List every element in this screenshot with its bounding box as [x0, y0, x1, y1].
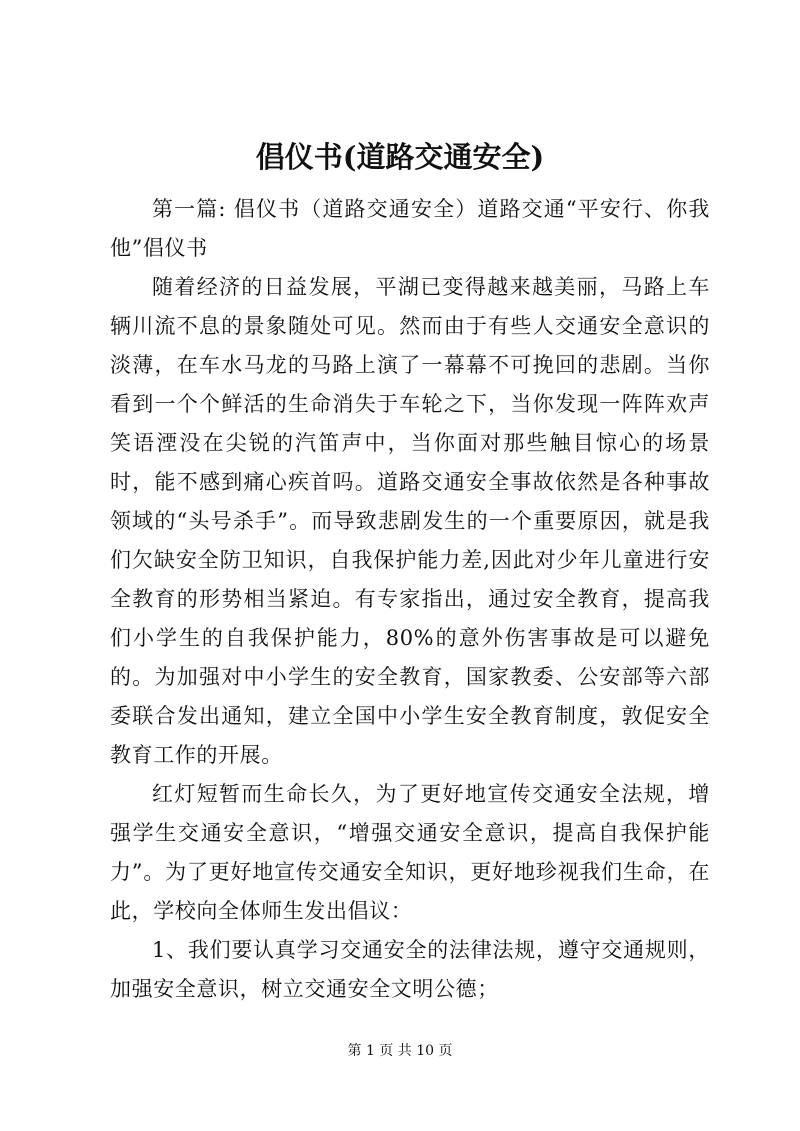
paragraph-initiative: 红灯短暂而生命长久，为了更好地宣传交通安全法规，增强学生交通安全意识，“增强交通安全意识，提高自我保护能力”。为了更好地宣传交通安全知识，更好地珍视我们生命，在此，学校向全体师生发出倡议：	[110, 782, 710, 923]
document-title: 倡仪书(道路交通安全)	[255, 140, 545, 174]
document-body	[110, 190, 710, 1009]
page-footer: 第 1 页 共 10 页	[347, 1043, 453, 1059]
paragraph-item-1: 1、我们要认真学习交通安全的法律法规，遵守交通规则，加强安全意识，树立交通安全文明公德；	[110, 938, 710, 1001]
paragraph-heading-line: 第一篇: 倡仪书（道路交通安全）道路交通“平安行、你我他”倡仪书	[110, 197, 710, 260]
paragraph-background: 随着经济的日益发展，平湖已变得越来越美丽，马路上车辆川流不息的景象随处可见。然而由于有些人交通安全意识的淡薄，在车水马龙的马路上演了一幕幕不可挽回的悲剧。当你看到一个个鲜活的生命消失于车轮之下，当你发现一阵阵欢声笑语湮没在尖锐的汽笛声中，当你面对那些触目惊心的场景时，能不感到痛心疾首吗。道路交通安全事故依然是各种事故领域的“头号杀手”。而导致悲剧发生的一个重要原因，就是我们欠缺安全防卫知识，自我保护能力差,因此对少年儿童进行安全教育的形势相当紧迫。有专家指出，通过安全教育，提高我们小学生的自我保护能力，80%的意外伤害事故是可以避免的。为加强对中小学生的安全教育，国家教委、公安部等六部委联合发出通知，建立全国中小学生安全教育制度，敦促安全教育工作的开展。	[110, 275, 710, 767]
